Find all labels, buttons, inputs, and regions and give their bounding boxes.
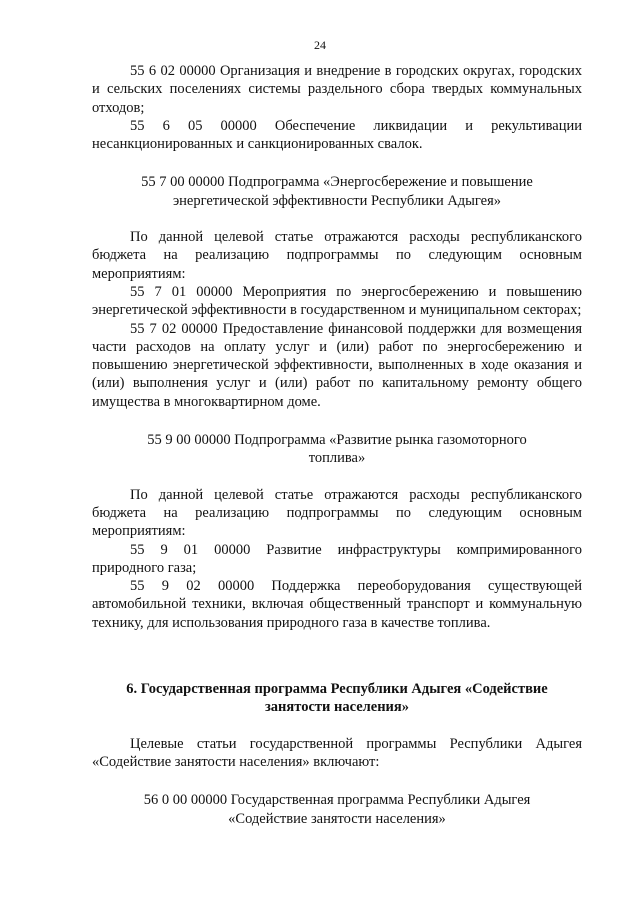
paragraph-55-6-05: 55 6 05 00000 Обеспечение ликвидации и рекультивации несанкционированных и санкционированных свалок. bbox=[92, 117, 582, 153]
subprogram-heading-55-7: 55 7 00 00000 Подпрограмма «Энергосбережение и повышение энергетической эффективности Республики Адыгея» bbox=[141, 174, 533, 209]
program-heading-56: 56 0 00 00000 Государственная программа Республики Адыгея «Содействие занятости населения» bbox=[143, 792, 531, 827]
paragraph-55-6-02: 55 6 02 00000 Организация и внедрение в городских округах, городских и сельских поселениях системы раздельного сбора твердых коммунальных отходов; bbox=[92, 63, 582, 116]
subprogram-heading-55-9: 55 9 00 00000 Подпрограмма «Развитие рынка газомоторного топлива» bbox=[147, 432, 527, 467]
paragraph-55-7-01: 55 7 01 00000 Мероприятия по энергосбережению и повышению энергетической эффективности в государственном и муниципальном секторах; bbox=[92, 283, 582, 319]
paragraph-intro-55-9: По данной целевой статье отражаются расходы республиканского бюджета на реализацию подпрограммы по следующим основным мероприятиям: bbox=[92, 486, 582, 540]
paragraph-intro-55-7: По данной целевой статье отражаются расходы республиканского бюджета на реализацию подпрограммы по следующим основным мероприятиям: bbox=[92, 229, 582, 282]
paragraph-55-9-02: 55 9 02 00000 Поддержка переоборудования существующей автомобильной техники, включая общественный транспорт и коммунальную технику, для использования природного газа в качестве топлива. bbox=[92, 578, 582, 631]
page-number: 24 bbox=[314, 38, 326, 52]
paragraph-55-7-02: 55 7 02 00000 Предоставление финансовой поддержки для возмещения части расходов на оплату услуг и (или) работ по энергосбережению и повышению энергетической эффективности, выполненных в ходе оказания и (или) выполнения услуг и (или) работ по капитальному ремонту общего имущества в многоквартирном доме. bbox=[92, 320, 582, 410]
paragraph-intro-56: Целевые статьи государственной программы Республики Адыгея «Содействие занятости населения» включают: bbox=[92, 735, 582, 770]
page-content bbox=[92, 62, 582, 846]
section-heading-6: 6. Государственная программа Республики Адыгея «Содействие занятости населения» bbox=[126, 681, 548, 716]
paragraph-55-9-01: 55 9 01 00000 Развитие инфраструктуры компримированного природного газа; bbox=[92, 541, 582, 576]
